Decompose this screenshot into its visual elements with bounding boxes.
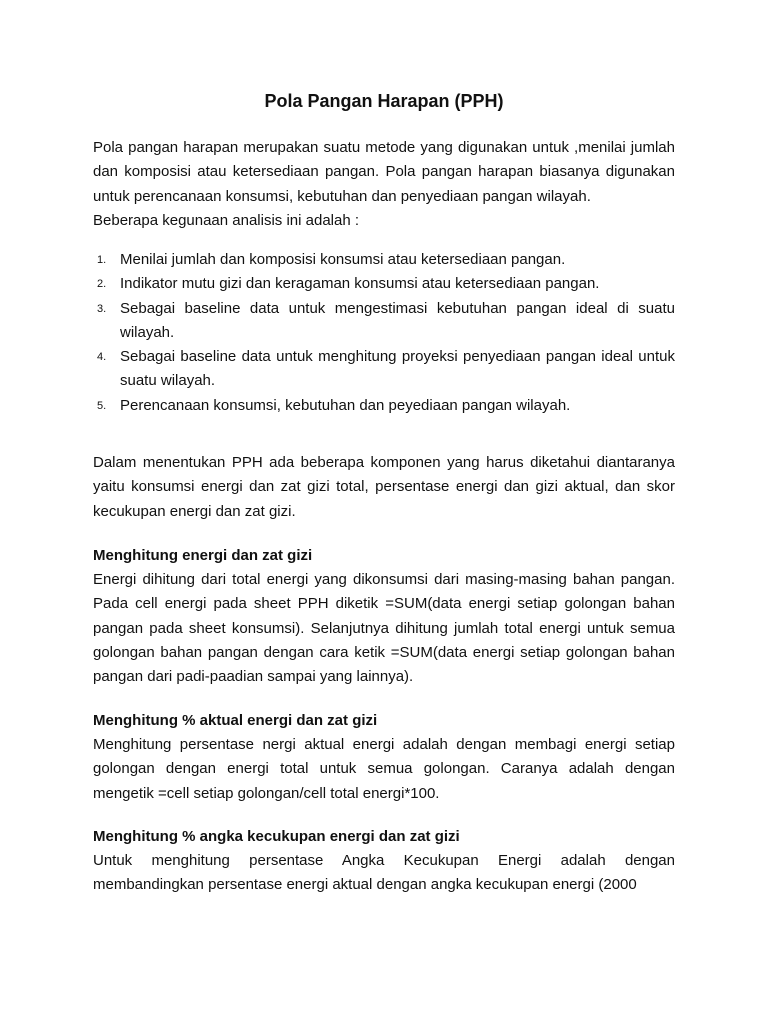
list-item-number: 1.: [97, 254, 107, 266]
list-item: [93, 248, 675, 272]
section-heading-adequacy: Menghitung % angka kecukupan energi dan zat gizi: [93, 828, 460, 845]
intro-paragraph: [93, 136, 675, 233]
list-item: [93, 345, 675, 394]
section-heading-energy: Menghitung energi dan zat gizi: [93, 547, 313, 564]
document-title: Pola Pangan Harapan (PPH): [264, 91, 504, 111]
section-body-energy: Energi dihitung dari total energi yang dikonsumsi dari masing-masing bahan pangan. Pada cell energi pada sheet PPH diketik =SUM(data energi setiap golongan bahan pangan pada sheet konsumsi). Selanjutnya dihitung jumlah total energi untuk semua golongan bahan pangan dengan cara ketik =SUM(data energi setiap golongan bahan pangan dari padi-paadian sampai yang lainnya).: [93, 571, 675, 686]
uses-list: [93, 248, 675, 418]
list-item-number: 3.: [97, 302, 107, 315]
section-body-adequacy: Untuk menghitung persentase Angka Kecukupan Energi adalah dengan membandingkan persentase energi aktual dengan angka kecukupan energi (2000: [93, 852, 675, 894]
intro-lead: Beberapa kegunaan analisis ini adalah :: [93, 211, 360, 229]
list-item-text: Indikator mutu gizi dan keragaman konsumsi atau ketersediaan pangan.: [120, 275, 600, 293]
list-item-text: Sebagai baseline data untuk menghitung proyeksi penyediaan pangan ideal untuk suatu wilayah.: [120, 348, 675, 390]
components-paragraph: Dalam menentukan PPH ada beberapa komponen yang harus diketahui diantaranya yaitu konsumsi energi dan zat gizi total, persentase energi dan gizi aktual, dan skor kecukupan energi dan zat gizi.: [93, 454, 675, 520]
intro-text: Pola pangan harapan merupakan suatu metode yang digunakan untuk ,menilai jumlah dan komposisi atau ketersediaan pangan. Pola pangan harapan biasanya digunakan untuk perencanaan konsumsi, kebutuhan dan penyediaan pangan wilayah.: [93, 139, 675, 205]
list-item-text: Sebagai baseline data untuk mengestimasi kebutuhan pangan ideal di suatu wilayah.: [120, 299, 675, 341]
list-item-text: Perencanaan konsumsi, kebutuhan dan peyediaan pangan wilayah.: [120, 396, 571, 414]
list-item-number: 2.: [97, 278, 107, 291]
list-item: [93, 394, 675, 418]
list-item: [93, 272, 675, 296]
section-heading-actual: Menghitung % aktual energi dan zat gizi: [93, 712, 378, 729]
list-item-number: 4.: [97, 351, 107, 364]
list-item-text: Menilai jumlah dan komposisi konsumsi atau ketersediaan pangan.: [120, 251, 566, 268]
section-body-actual: Menghitung persentase nergi aktual energi adalah dengan membagi energi setiap golongan dengan energi total untuk semua golongan. Caranya adalah dengan mengetik =cell setiap golongan/cell total energi*100.: [93, 736, 675, 802]
list-item: [93, 297, 675, 346]
list-item-number: 5.: [97, 399, 107, 412]
